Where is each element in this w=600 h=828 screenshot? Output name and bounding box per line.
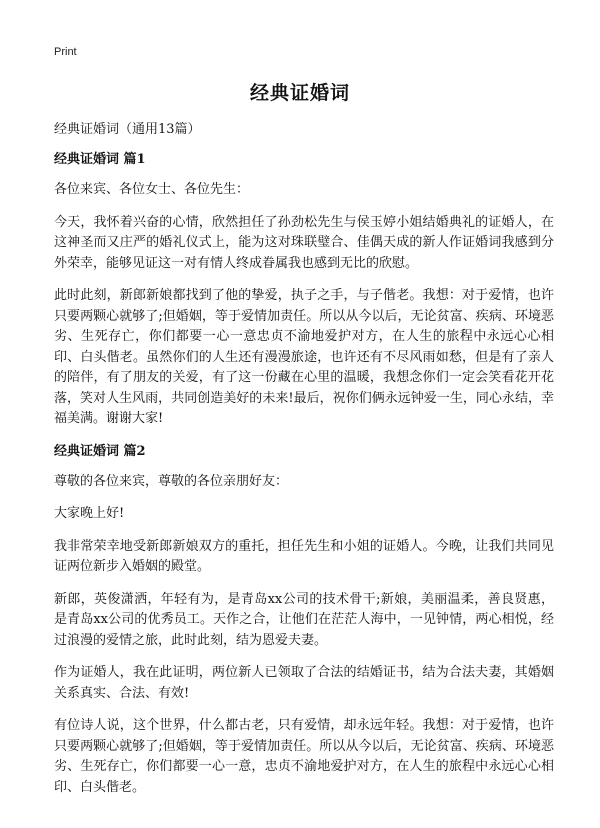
print-link[interactable]: Print: [54, 46, 77, 58]
page-title: 经典证婚词: [249, 82, 350, 104]
section-heading-2: 经典证婚词 篇2: [54, 443, 146, 459]
section-2-paragraph-2: 大家晚上好!: [54, 506, 125, 521]
section-2-paragraph-5: 作为证婚人，我在此证明，两位新人已领取了合法的结婚证书，结为合法夫妻，其婚姻关系真实、合法、有效!: [54, 665, 554, 701]
section-1-paragraph-3: 此时此刻，新郎新娘都找到了他的挚爱，执子之手，与子偕老。我想：对于爱情，也许只要两颗心就够了;但婚姻，等于爱情加责任。所以从今以后，无论贫富、疾病、环境恶劣、生死存亡，你们都要一心一意忠贞不渝地爱护对方，在人生的旅程中永远心心相印、白头偕老。虽然你们的人生还有漫漫旅途，也许还有不尽风雨如愁，但是有了亲人的陪伴，有了朋友的关爱，有了这一份藏在心里的温暖，我想念你们一定会笑看花开花落，笑对人生风雨，共同创造美好的未来!最后，祝你们俩永远钟爱一生，同心永结，幸福美满。谢谢大家!: [54, 288, 554, 426]
section-2-paragraph-1: 尊敬的各位来宾，尊敬的各位亲朋好友：: [54, 473, 289, 489]
section-1-paragraph-1: 各位来宾、各位女士、各位先生：: [54, 182, 250, 197]
document-body: [54, 120, 554, 810]
section-2-paragraph-3: 我非常荣幸地受新郎新娘双方的重托，担任先生和小姐的证婚人。今晚，让我们共同见证两位新步入婚姻的殿堂。: [54, 538, 554, 574]
section-heading-1: 经典证婚词 篇1: [54, 152, 146, 167]
section-2-paragraph-4: 新郎，英俊潇洒，年轻有为，是青岛xx公司的技术骨干;新娘，美丽温柔，善良贤惠，是青岛xx公司的优秀员工。天作之合，让他们在茫茫人海中，一见钟情，两心相悦，经过浪漫的爱情之旅，此时此刻，结为恩爱夫妻。: [54, 591, 554, 648]
section-2-paragraph-6: 有位诗人说，这个世界，什么都古老，只有爱情，却永远年轻。我想：对于爱情，也许只要两颗心就够了;但婚姻，等于爱情加责任。所以从今以后，无论贫富、疾病、环境恶劣、生死存亡，你们都要一心一意，忠贞不渝地爱护对方，在人生的旅程中永远心心相印、白头偕老。: [54, 718, 554, 795]
section-1-paragraph-2: 今天，我怀着兴奋的心情，欣然担任了孙劲松先生与侯玉婷小姐结婚典礼的证婚人，在这神圣而又庄严的婚礼仪式上，能为这对珠联璧合、佳偶天成的新人作证婚词我感到分外荣幸，能够见证这一对有情人终成眷属我也感到无比的欣慰。: [54, 214, 554, 271]
document-subtitle: 经典证婚词（通用13篇）: [54, 122, 201, 137]
